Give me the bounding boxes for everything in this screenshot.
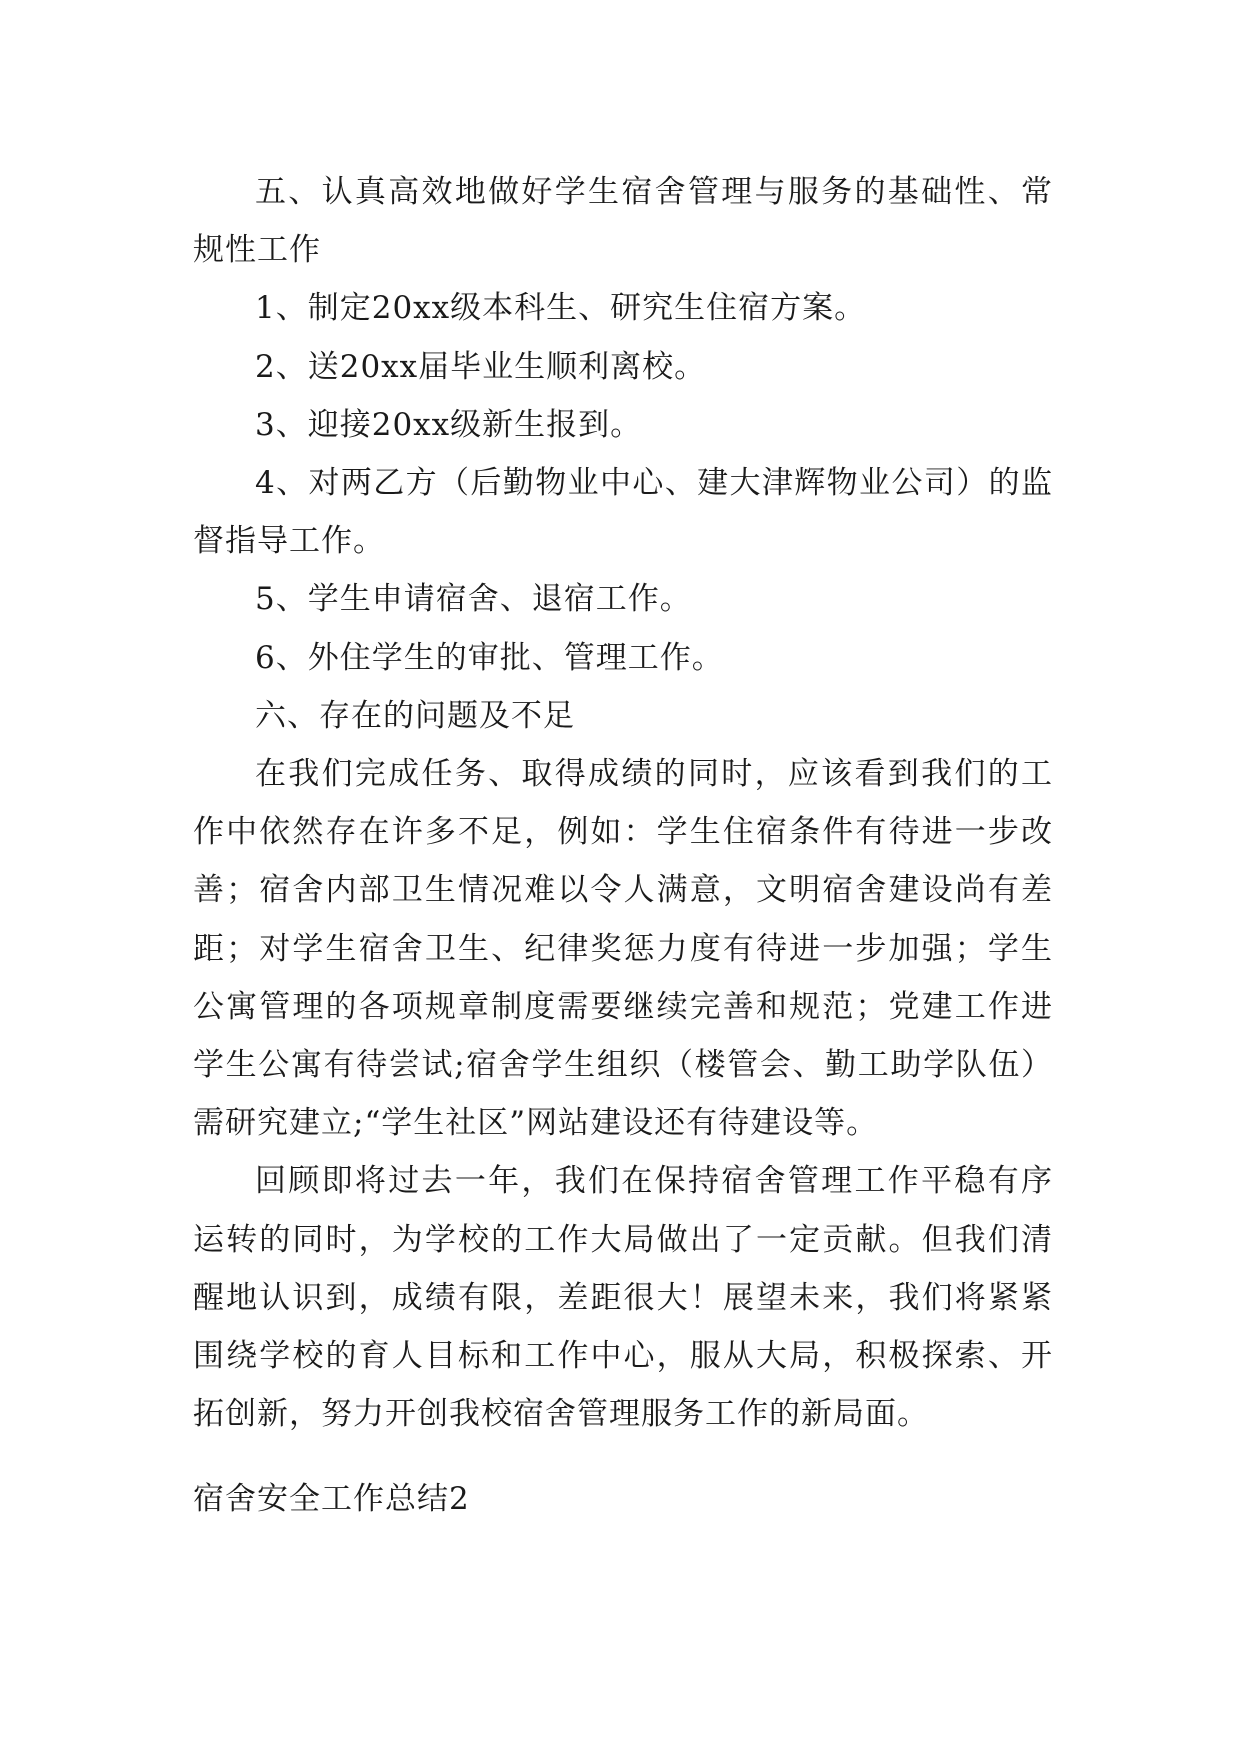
section-heading-five: 五、认真高效地做好学生宿舍管理与服务的基础性、常规性工作: [193, 174, 1053, 269]
document-body: [193, 163, 1053, 1443]
section-heading-six: 六、存在的问题及不足: [255, 697, 575, 734]
list-item-1: 1、制定20xx级本科生、研究生住宿方案。: [255, 290, 867, 327]
list-item-2: 2、送20xx届毕业生顺利离校。: [255, 348, 707, 385]
conclusion-paragraph: 回顾即将过去一年，我们在保持宿舍管理工作平稳有序运转的同时，为学校的工作大局做出了一定贡献。但我们清醒地认识到，成绩有限，差距很大！展望未来，我们将紧紧围绕学校的育人目标和工作中心，服从大局，积极探索、开拓创新，努力开创我校宿舍管理服务工作的新局面。: [193, 1163, 1053, 1433]
problems-paragraph: 在我们完成任务、取得成绩的同时，应该看到我们的工作中依然存在许多不足，例如：学生住宿条件有待进一步改善；宿舍内部卫生情况难以令人满意，文明宿舍建设尚有差距；对学生宿舍卫生、纪律奖惩力度有待进一步加强；学生公寓管理的各项规章制度需要继续完善和规范；党建工作进学生公寓有待尝试;宿舍学生组织（楼管会、勤工助学队伍）需研究建立;“学生社区”网站建设还有待建设等。: [193, 756, 1053, 1142]
list-item-4: 4、对两乙方（后勤物业中心、建大津辉物业公司）的监督指导工作。: [193, 465, 1053, 560]
list-item-3: 3、迎接20xx级新生报到。: [255, 406, 643, 443]
list-item-6: 6、外住学生的审批、管理工作。: [255, 639, 724, 676]
list-item-5: 5、学生申请宿舍、退宿工作。: [255, 581, 692, 618]
next-article-title: 宿舍安全工作总结2: [193, 1481, 470, 1517]
